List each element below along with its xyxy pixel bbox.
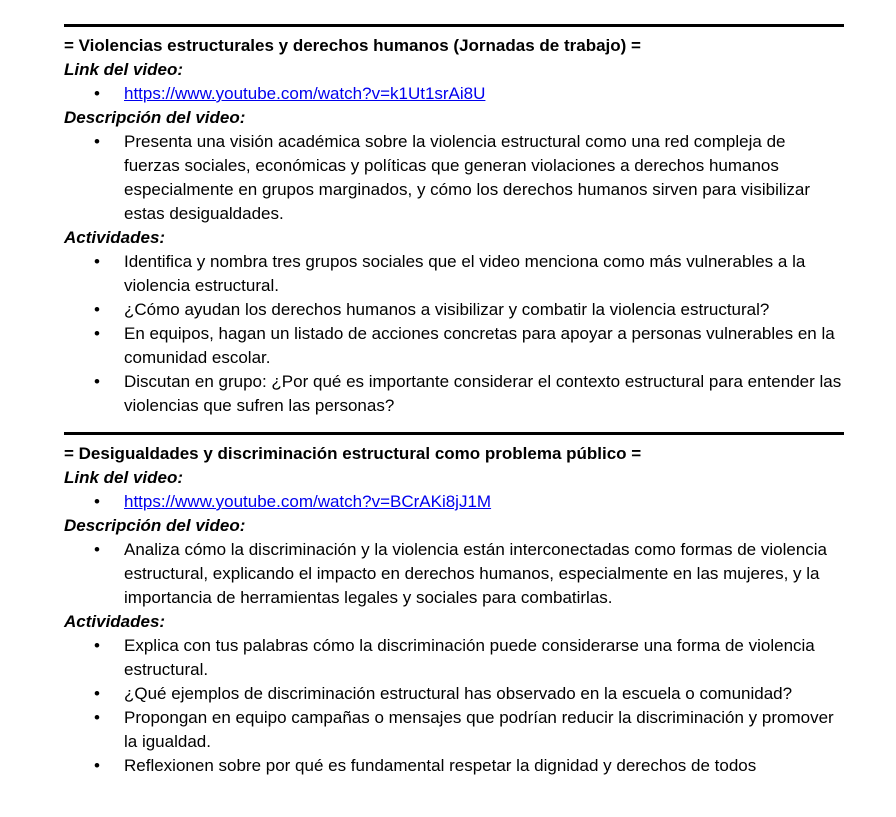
link-label: Link del video: — [64, 468, 184, 487]
video-section-2 — [64, 432, 844, 778]
activity-text: ¿Cómo ayudan los derechos humanos a visibilizar y combatir la violencia estructural? — [124, 300, 770, 319]
activity-item — [64, 250, 844, 298]
bullet-icon: • — [94, 684, 100, 703]
activity-text: Identifica y nombra tres grupos sociales que el video menciona como más vulnerables a la violencia estructural. — [124, 252, 806, 295]
bullet-icon: • — [94, 84, 100, 103]
bullet-icon: • — [94, 756, 100, 775]
description-list — [64, 130, 844, 226]
activity-item — [64, 370, 844, 418]
activity-item — [64, 706, 844, 754]
section-divider — [64, 24, 844, 27]
bullet-icon: • — [94, 540, 100, 559]
activity-text: Reflexionen sobre por qué es fundamental respetar la dignidad y derechos de todos — [124, 756, 757, 775]
activity-item — [64, 298, 844, 322]
activity-item — [64, 322, 844, 370]
description-text: Analiza cómo la discriminación y la violencia están interconectadas como formas de violencia estructural, explicando el impacto en derechos humanos, especialmente en las mujeres, y la importancia de herramientas legales y sociales para combatirlas. — [124, 540, 828, 607]
video-link[interactable]: https://www.youtube.com/watch?v=BCrAKi8jJ1M — [124, 492, 492, 511]
activities-list — [64, 250, 844, 418]
activity-item — [64, 754, 844, 778]
bullet-icon: • — [94, 708, 100, 727]
bullet-icon: • — [94, 300, 100, 319]
document-page — [64, 0, 844, 778]
activity-text: Discutan en grupo: ¿Por qué es importante considerar el contexto estructural para entender las violencias que sufren las personas? — [124, 372, 842, 415]
activities-list — [64, 634, 844, 778]
link-label: Link del video: — [64, 60, 184, 79]
description-item — [64, 130, 844, 226]
bullet-icon: • — [94, 636, 100, 655]
activities-label: Actividades: — [64, 612, 166, 631]
section-title: = Violencias estructurales y derechos humanos (Jornadas de trabajo) = — [64, 36, 641, 55]
link-item — [64, 490, 844, 514]
description-text: Presenta una visión académica sobre la violencia estructural como una red compleja de fuerzas sociales, económicas y políticas que generan violaciones a derechos humanos especialmente en grupos marginados, y cómo los derechos humanos sirven para visibilizar estas desigualdades. — [124, 132, 811, 223]
link-list — [64, 82, 844, 106]
activity-text: Propongan en equipo campañas o mensajes que podrían reducir la discriminación y promover la igualdad. — [124, 708, 834, 751]
description-list — [64, 538, 844, 610]
description-item — [64, 538, 844, 610]
video-section-1 — [64, 24, 844, 418]
bullet-icon: • — [94, 324, 100, 343]
bullet-icon: • — [94, 132, 100, 151]
section-title: = Desigualdades y discriminación estructural como problema público = — [64, 444, 642, 463]
link-list — [64, 490, 844, 514]
bullet-icon: • — [94, 492, 100, 511]
activity-text: Explica con tus palabras cómo la discriminación puede considerarse una forma de violencia estructural. — [124, 636, 815, 679]
activity-item — [64, 682, 844, 706]
section-divider — [64, 432, 844, 435]
bullet-icon: • — [94, 372, 100, 391]
description-label: Descripción del video: — [64, 108, 246, 127]
video-link[interactable]: https://www.youtube.com/watch?v=k1Ut1srAi8U — [124, 84, 486, 103]
activities-label: Actividades: — [64, 228, 166, 247]
activity-item — [64, 634, 844, 682]
activity-text: ¿Qué ejemplos de discriminación estructural has observado en la escuela o comunidad? — [124, 684, 793, 703]
link-item — [64, 82, 844, 106]
bullet-icon: • — [94, 252, 100, 271]
activity-text: En equipos, hagan un listado de acciones concretas para apoyar a personas vulnerables en la comunidad escolar. — [124, 324, 835, 367]
description-label: Descripción del video: — [64, 516, 246, 535]
